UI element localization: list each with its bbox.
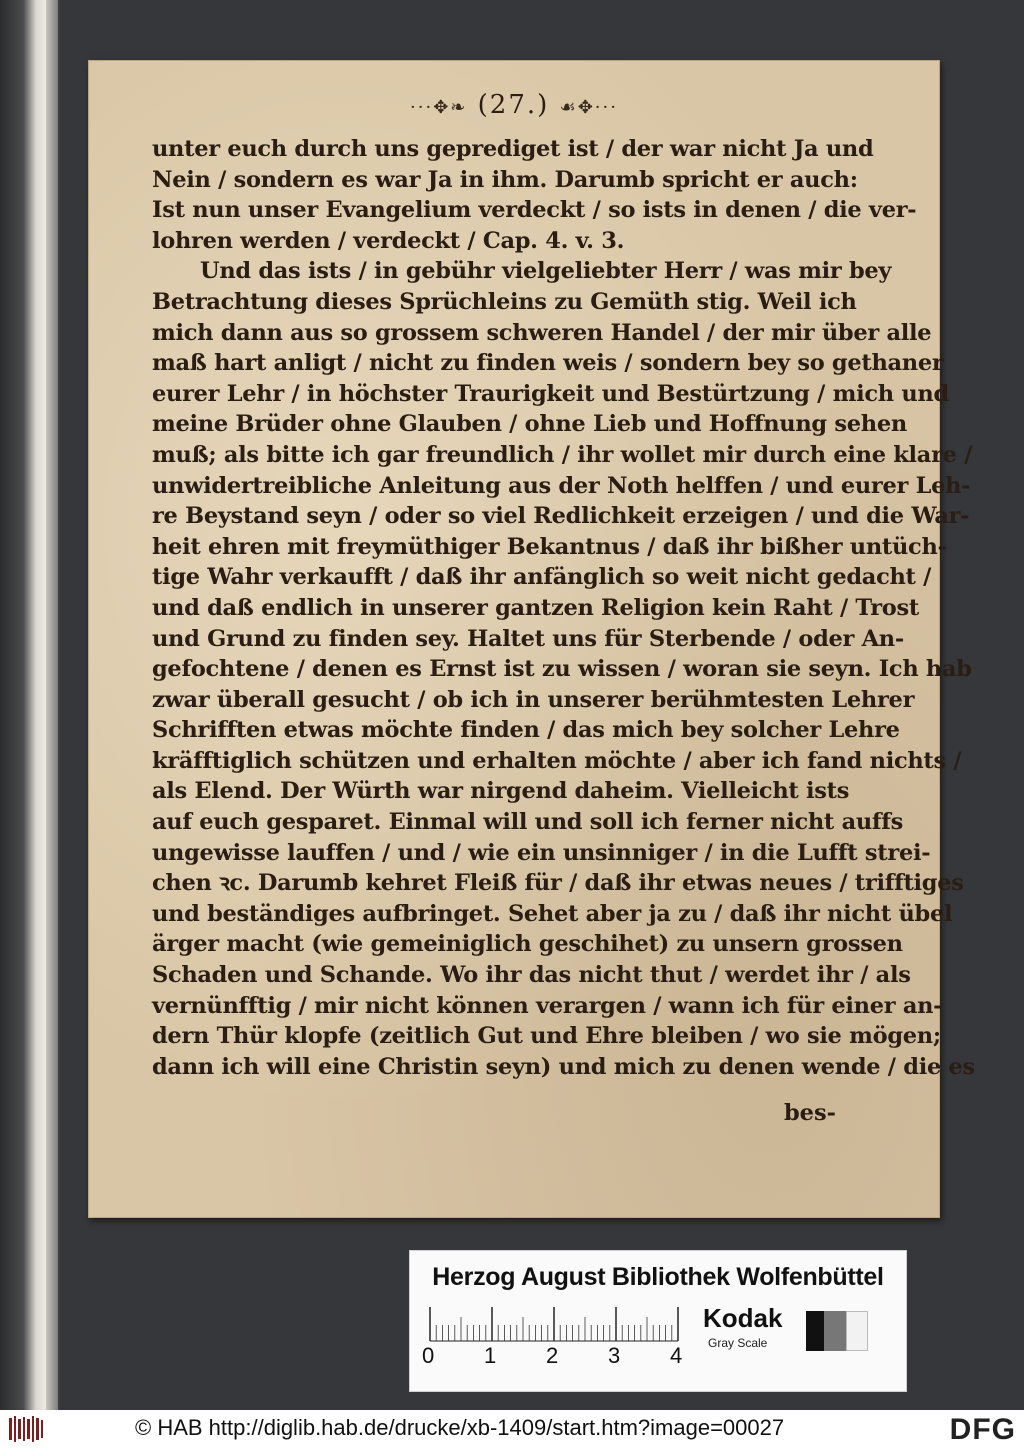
book-spine <box>46 0 58 1410</box>
footer-bar <box>0 1410 1024 1448</box>
text-line: mich dann aus so grossem schweren Handel / der mir über alle <box>152 319 932 346</box>
ruler-number: 3 <box>608 1343 621 1368</box>
ruler-number: 4 <box>670 1343 683 1368</box>
text-line: Betrachtung dieses Sprüchleins zu Gemüth stig. Weil ich <box>152 288 857 315</box>
page-header <box>88 90 940 120</box>
text-line: vernünfftig / mir nicht können verargen / wann ich für einer an- <box>152 992 943 1019</box>
gray-patch-mid <box>824 1311 846 1351</box>
text-line: kräfftiglich schützen und erhalten möchte / aber ich fand nichts / <box>152 747 962 774</box>
text-line: muß; als bitte ich gar freundlich / ihr wollet mir durch eine klare / <box>152 441 973 468</box>
ruler-number: 1 <box>484 1343 497 1368</box>
text-line: meine Brüder ohne Glauben / ohne Lieb und Hoffnung sehen <box>152 411 907 438</box>
library-name: Herzog August Bibliothek Wolfenbüttel <box>432 1263 884 1291</box>
gray-patch-black <box>806 1311 824 1351</box>
text-line: Schrifften etwas möchte finden / das mich bey solcher Lehre <box>152 717 900 744</box>
text-line: tige Wahr verkaufft / daß ihr anfänglich so weit nicht gedacht / <box>152 564 932 591</box>
hab-logo-icon <box>8 1414 44 1444</box>
text-line: Und das ists / in gebühr vielgeliebter Herr / was mir bey <box>200 258 892 285</box>
text-line: dann ich will eine Christin seyn) und mich zu denen wende / die es <box>152 1053 975 1080</box>
text-line: re Beystand seyn / oder so viel Redlichkeit erzeigen / und die War- <box>152 503 970 530</box>
text-line: unwidertreibliche Anleitung aus der Noth helffen / und eurer Leh- <box>152 472 971 499</box>
copyright-url: © HAB http://diglib.hab.de/drucke/xb-1409/start.htm?image=00027 <box>135 1415 785 1440</box>
text-line: ärger macht (wie gemeiniglich geschihet) zu unsern grossen <box>152 931 903 958</box>
text-line: lohren werden / verdeckt / Cap. 4. v. 3. <box>152 227 625 254</box>
library-label <box>409 1250 907 1392</box>
book-edge <box>0 0 58 1410</box>
text-line: gefochtene / denen es Ernst ist zu wissen / woran sie seyn. Ich hab <box>152 656 972 683</box>
page-number: (27.) <box>477 90 550 120</box>
gray-scale-label: Gray Scale <box>708 1336 768 1350</box>
header-ornament-left: ···✥❧ <box>410 97 468 118</box>
text-line: als Elend. Der Würth war nirgend daheim. Vielleicht ists <box>152 778 850 805</box>
ruler-number: 2 <box>546 1343 559 1368</box>
text-line: eurer Lehr / in höchster Traurigkeit und Bestürtzung / mich und <box>152 380 949 407</box>
text-line: unter euch durch uns geprediget ist / der war nicht Ja und <box>152 136 874 162</box>
text-line: Schaden und Schande. Wo ihr das nicht thut / werdet ihr / als <box>152 962 911 989</box>
ruler-number: 0 <box>422 1343 435 1368</box>
text-line: Ist nun unser Evangelium verdeckt / so ists in denen / die ver- <box>152 197 917 224</box>
text-line: und Grund zu finden sey. Haltet uns für Sterbende / oder An- <box>152 625 904 652</box>
text-line: und daß endlich in unserer gantzen Religion kein Raht / Trost <box>152 594 919 621</box>
text-line: maß hart anligt / nicht zu finden weis / sondern bey so gethaner <box>152 350 944 377</box>
catchword: bes- <box>783 1100 836 1126</box>
gray-scale-patches <box>806 1311 868 1351</box>
scale-ruler <box>428 1306 680 1342</box>
text-line: heit ehren mit freymüthiger Bekantnus / daß ihr bißher untüch- <box>152 533 947 560</box>
text-line: Nein / sondern es war Ja in ihm. Darumb spricht er auch: <box>152 166 858 193</box>
text-line: auf euch gesparet. Einmal will und soll ich ferner nicht auffs <box>152 809 904 836</box>
text-line: zwar überall gesucht / ob ich in unserer berühmtesten Lehrer <box>152 686 915 713</box>
text-line: und beständiges aufbringet. Sehet aber ja zu / daß ihr nicht übel <box>152 900 953 927</box>
text-line: dern Thür klopfe (zeitlich Gut und Ehre bleiben / wo sie mögen; <box>152 1023 941 1050</box>
text-line: chen ꝛc. Darumb kehret Fleiß für / daß ihr etwas neues / trifftiges <box>152 870 964 897</box>
text-block <box>152 134 975 1082</box>
dfg-logo: DFG <box>949 1413 1016 1446</box>
header-ornament-right: ☙✥··· <box>559 97 618 118</box>
document-page <box>88 60 975 1218</box>
text-line: ungewisse lauffen / und / wie ein unsinniger / in die Lufft strei- <box>152 839 931 866</box>
gray-patch-white <box>846 1311 868 1351</box>
kodak-logo: Kodak <box>703 1303 783 1333</box>
